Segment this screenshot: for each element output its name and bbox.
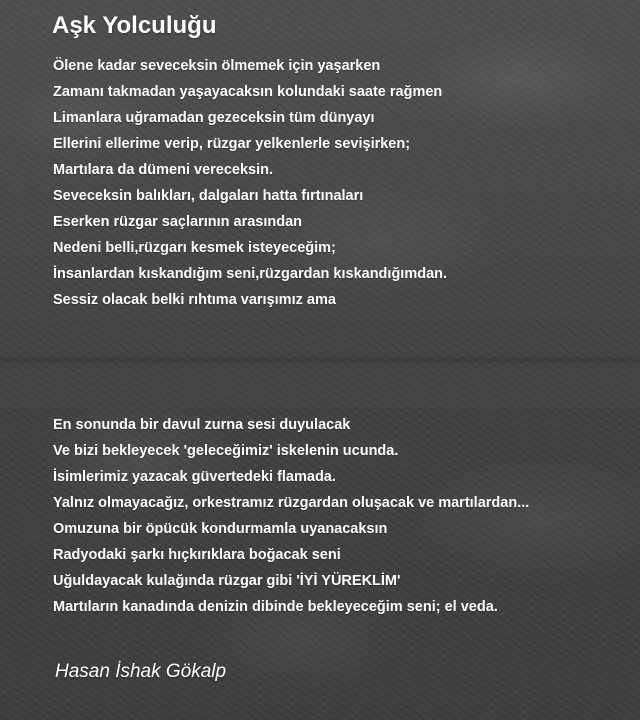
poem-line: Nedeni belli,rüzgarı kesmek isteyeceğim; [53,240,336,256]
poem-line: İsimlerimiz yazacak güvertedeki flamada. [53,469,336,485]
poem-author: Hasan İshak Gökalp [55,661,227,682]
poem-line: Ve bizi bekleyecek 'geleceğimiz' iskelenin ucunda. [53,443,399,459]
background-divider-band [0,356,640,364]
poem-line: En sonunda bir davul zurna sesi duyulacak [53,417,351,433]
poem-line: Seveceksin balıkları, dalgaları hatta fırtınaları [53,188,364,204]
poem-line: Martılara da dümeni vereceksin. [53,162,274,178]
poem-line: Omuzuna bir öpücük kondurmamla uyanacaksın [53,521,388,537]
poem-line: Martıların kanadında denizin dibinde bekleyeceğim seni; el veda. [53,599,498,615]
poem-line: Eserken rüzgar saçlarının arasından [53,214,303,230]
poem-line: İnsanlardan kıskandığım seni,rüzgardan kıskandığımdan. [53,266,448,282]
poem-line: Radyodaki şarkı hıçkırıklara boğacak seni [53,547,341,563]
poem-line: Ölene kadar seveceksin ölmemek için yaşarken [53,58,381,74]
stanza-1 [53,53,447,313]
poem-line: Uğuldayacak kulağında rüzgar gibi 'İYİ YÜREKLİM' [53,573,401,589]
poem-title: Aşk Yolculuğu [52,12,217,39]
poem-line: Yalnız olmayacağız, orkestramız rüzgardan oluşacak ve martılardan... [53,495,530,511]
poem-line: Ellerini ellerime verip, rüzgar yelkenlerle sevişirken; [53,136,411,152]
stanza-2 [53,412,529,620]
poem-line: Sessiz olacak belki rıhtıma varışımız ama [53,292,336,308]
poem-line: Zamanı takmadan yaşayacaksın kolundaki saate rağmen [53,84,443,100]
poem-line: Limanlara uğramadan gezeceksin tüm dünyayı [53,110,375,126]
